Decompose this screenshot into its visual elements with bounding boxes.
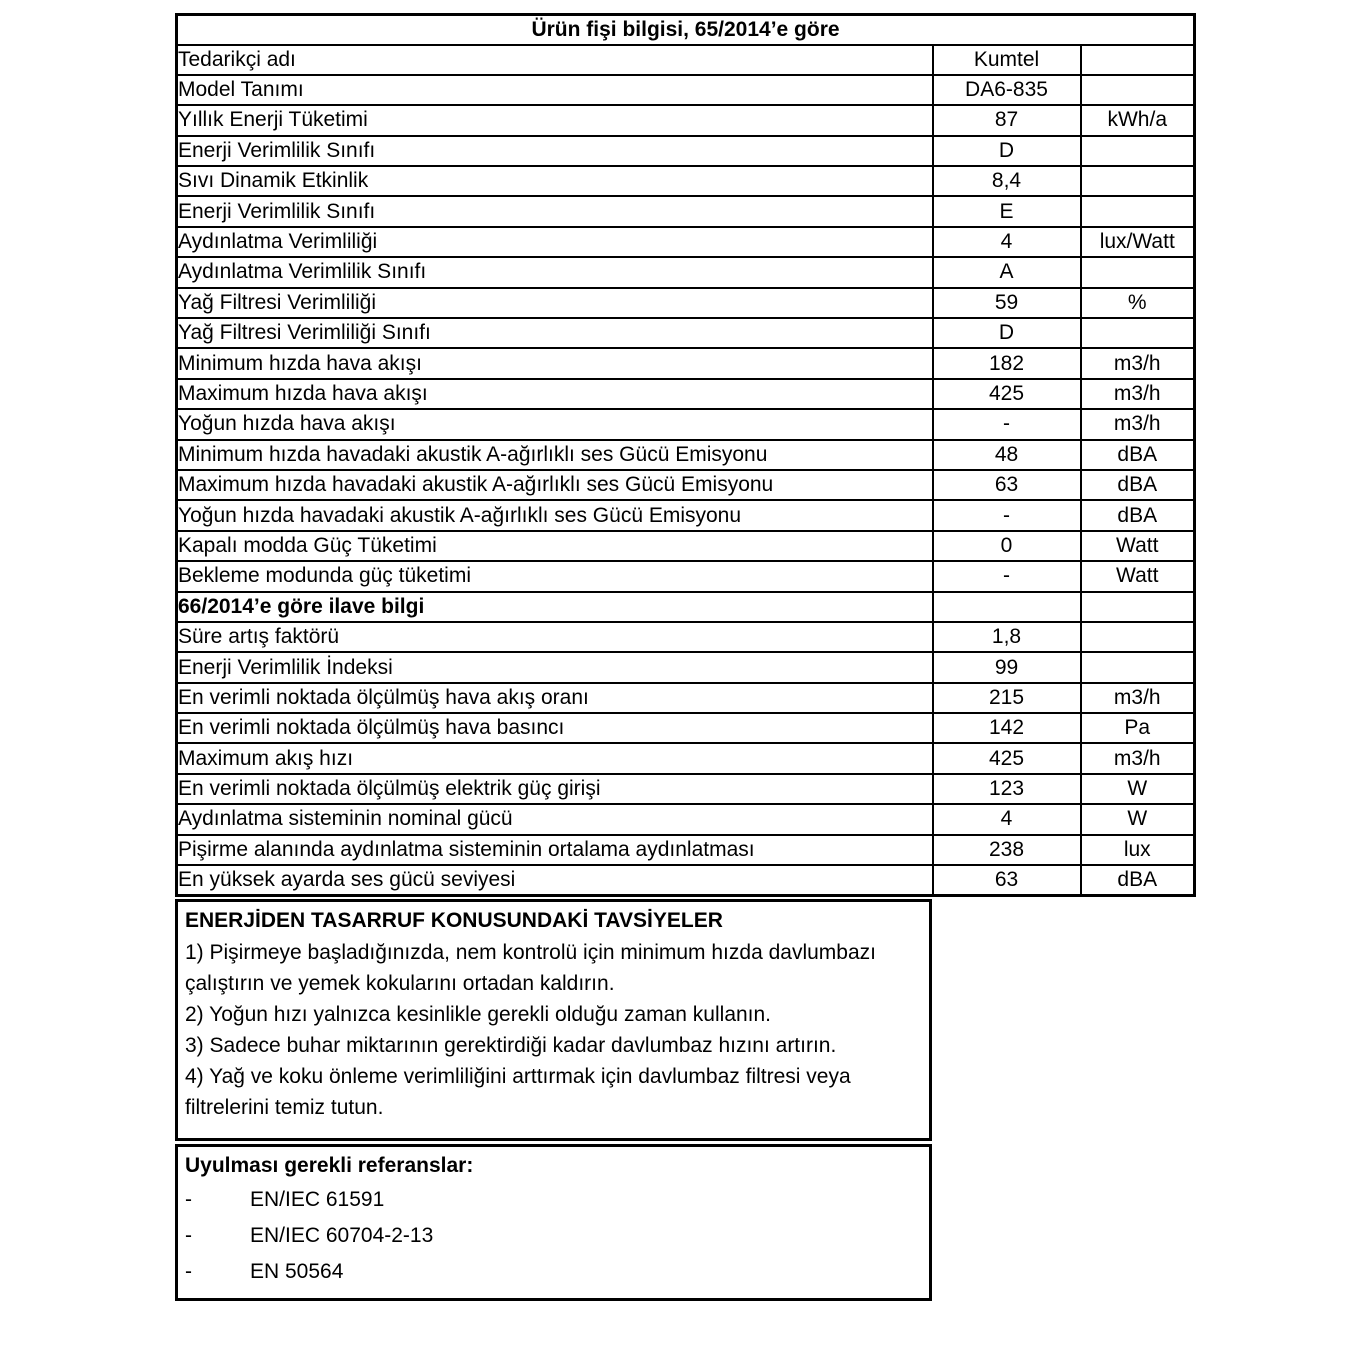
energy-saving-advice-section	[175, 899, 932, 1141]
row-label: Maximum akış hızı	[177, 743, 933, 773]
row-unit: Watt	[1081, 531, 1195, 561]
table-row	[177, 592, 1195, 622]
fiche-body	[177, 45, 1195, 896]
reference-text: EN/IEC 60704-2-13	[250, 1223, 434, 1247]
row-value: 8,4	[933, 166, 1081, 196]
table-row	[177, 743, 1195, 773]
row-value: Kumtel	[933, 45, 1081, 75]
row-unit	[1081, 592, 1195, 622]
row-label: Yoğun hızda havadaki akustik A-ağırlıklı ses Gücü Emisyonu	[177, 500, 933, 530]
row-label: Kapalı modda Güç Tüketimi	[177, 531, 933, 561]
row-unit: m3/h	[1081, 409, 1195, 439]
table-row	[177, 652, 1195, 682]
row-unit: lux/Watt	[1081, 227, 1195, 257]
table-row	[177, 440, 1195, 470]
row-label: 66/2014’e göre ilave bilgi	[177, 592, 933, 622]
product-fiche-table	[175, 13, 1196, 897]
row-value: 182	[933, 348, 1081, 378]
row-label: Bekleme modunda güç tüketimi	[177, 561, 933, 591]
table-row	[177, 865, 1195, 895]
row-unit: dBA	[1081, 440, 1195, 470]
row-value: 215	[933, 683, 1081, 713]
row-value: 48	[933, 440, 1081, 470]
advice-item: 4) Yağ ve koku önleme verimliliğini arttırmak için davlumbaz filtresi veya filtrelerini temiz tutun.	[185, 1064, 851, 1119]
row-value: 63	[933, 470, 1081, 500]
row-label: Enerji Verimlilik Sınıfı	[177, 196, 933, 226]
table-row	[177, 227, 1195, 257]
table-row	[177, 561, 1195, 591]
reference-item	[185, 1254, 922, 1290]
row-unit: W	[1081, 774, 1195, 804]
row-value: -	[933, 409, 1081, 439]
table-row	[177, 531, 1195, 561]
row-label: Aydınlatma Verimlilik Sınıfı	[177, 257, 933, 287]
row-value: D	[933, 136, 1081, 166]
table-row	[177, 348, 1195, 378]
row-unit: dBA	[1081, 470, 1195, 500]
row-unit	[1081, 622, 1195, 652]
row-value: -	[933, 561, 1081, 591]
row-unit	[1081, 652, 1195, 682]
row-label: Yağ Filtresi Verimliliği	[177, 288, 933, 318]
table-row	[177, 288, 1195, 318]
table-header-row	[177, 15, 1195, 45]
table-row	[177, 166, 1195, 196]
row-label: Yoğun hızda hava akışı	[177, 409, 933, 439]
row-label: Model Tanımı	[177, 75, 933, 105]
row-value: -	[933, 500, 1081, 530]
row-value: 0	[933, 531, 1081, 561]
reference-text: EN/IEC 61591	[250, 1187, 385, 1211]
table-row	[177, 409, 1195, 439]
row-value: 4	[933, 227, 1081, 257]
row-value	[933, 592, 1081, 622]
row-value: 425	[933, 743, 1081, 773]
row-unit: m3/h	[1081, 683, 1195, 713]
table-row	[177, 713, 1195, 743]
row-label: Maximum hızda hava akışı	[177, 379, 933, 409]
references-list	[185, 1182, 922, 1290]
row-unit	[1081, 257, 1195, 287]
reference-text: EN 50564	[250, 1259, 344, 1283]
table-row	[177, 257, 1195, 287]
advice-items-list	[185, 937, 922, 1123]
advice-section-title: ENERJİDEN TASARRUF KONUSUNDAKİ TAVSİYELER	[185, 908, 723, 932]
row-value: 59	[933, 288, 1081, 318]
row-value: 425	[933, 379, 1081, 409]
row-label: Minimum hızda hava akışı	[177, 348, 933, 378]
row-value: 238	[933, 835, 1081, 865]
row-label: Minimum hızda havadaki akustik A-ağırlıklı ses Gücü Emisyonu	[177, 440, 933, 470]
row-label: Maximum hızda havadaki akustik A-ağırlıklı ses Gücü Emisyonu	[177, 470, 933, 500]
row-value: DA6-835	[933, 75, 1081, 105]
row-label: Tedarikçi adı	[177, 45, 933, 75]
table-row	[177, 470, 1195, 500]
row-label: En verimli noktada ölçülmüş elektrik güç girişi	[177, 774, 933, 804]
row-label: Sıvı Dinamik Etkinlik	[177, 166, 933, 196]
row-label: Yağ Filtresi Verimliliği Sınıfı	[177, 318, 933, 348]
row-unit: lux	[1081, 835, 1195, 865]
row-unit: m3/h	[1081, 743, 1195, 773]
row-unit	[1081, 136, 1195, 166]
row-unit: m3/h	[1081, 379, 1195, 409]
reference-item	[185, 1182, 922, 1218]
row-unit	[1081, 75, 1195, 105]
dash-bullet: -	[185, 1187, 192, 1211]
row-label: Süre artış faktörü	[177, 622, 933, 652]
table-row	[177, 622, 1195, 652]
row-label: En yüksek ayarda ses gücü seviyesi	[177, 865, 933, 895]
row-unit: kWh/a	[1081, 105, 1195, 135]
row-label: Aydınlatma sisteminin nominal gücü	[177, 804, 933, 834]
reference-item	[185, 1218, 922, 1254]
row-unit	[1081, 166, 1195, 196]
table-row	[177, 318, 1195, 348]
fiche-title: Ürün fişi bilgisi, 65/2014’e göre	[177, 15, 1195, 45]
row-unit: %	[1081, 288, 1195, 318]
dash-bullet: -	[185, 1223, 192, 1247]
advice-item: 3) Sadece buhar miktarının gerektirdiği kadar davlumbaz hızını artırın.	[185, 1033, 837, 1057]
row-label: Enerji Verimlilik Sınıfı	[177, 136, 933, 166]
row-value: 4	[933, 804, 1081, 834]
row-unit: dBA	[1081, 865, 1195, 895]
table-row	[177, 105, 1195, 135]
row-unit	[1081, 45, 1195, 75]
product-fiche-sheet	[175, 13, 1193, 1301]
row-label: Pişirme alanında aydınlatma sisteminin ortalama aydınlatması	[177, 835, 933, 865]
table-row	[177, 835, 1195, 865]
row-value: 1,8	[933, 622, 1081, 652]
row-value: 123	[933, 774, 1081, 804]
table-row	[177, 683, 1195, 713]
row-value: A	[933, 257, 1081, 287]
row-unit: dBA	[1081, 500, 1195, 530]
row-unit: m3/h	[1081, 348, 1195, 378]
row-value: 63	[933, 865, 1081, 895]
row-label: Aydınlatma Verimliliği	[177, 227, 933, 257]
references-section-title: Uyulması gerekli referanslar:	[185, 1153, 474, 1177]
row-label: Enerji Verimlilik İndeksi	[177, 652, 933, 682]
table-row	[177, 379, 1195, 409]
row-value: D	[933, 318, 1081, 348]
row-label: Yıllık Enerji Tüketimi	[177, 105, 933, 135]
row-value: 142	[933, 713, 1081, 743]
dash-bullet: -	[185, 1259, 192, 1283]
table-row	[177, 45, 1195, 75]
advice-item: 2) Yoğun hızı yalnızca kesinlikle gerekli olduğu zaman kullanın.	[185, 1002, 772, 1026]
row-unit: W	[1081, 804, 1195, 834]
table-row	[177, 196, 1195, 226]
row-unit: Pa	[1081, 713, 1195, 743]
row-value: E	[933, 196, 1081, 226]
table-row	[177, 774, 1195, 804]
table-row	[177, 136, 1195, 166]
advice-item: 1) Pişirmeye başladığınızda, nem kontrolü için minimum hızda davlumbazı çalıştırın ve yemek kokularını ortadan kaldırın.	[185, 940, 876, 995]
row-value: 87	[933, 105, 1081, 135]
row-value: 99	[933, 652, 1081, 682]
row-unit: Watt	[1081, 561, 1195, 591]
row-label: En verimli noktada ölçülmüş hava basıncı	[177, 713, 933, 743]
table-row	[177, 804, 1195, 834]
row-unit	[1081, 318, 1195, 348]
row-label: En verimli noktada ölçülmüş hava akış oranı	[177, 683, 933, 713]
table-row	[177, 500, 1195, 530]
row-unit	[1081, 196, 1195, 226]
references-section	[175, 1144, 932, 1301]
table-row	[177, 75, 1195, 105]
